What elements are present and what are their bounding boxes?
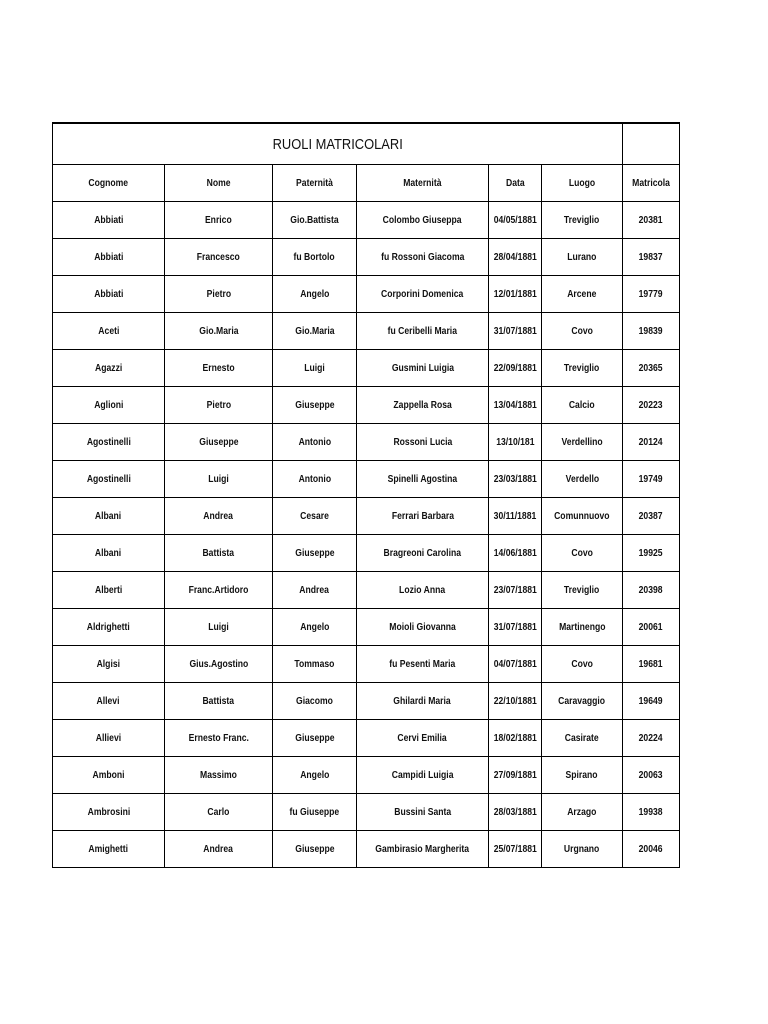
cell-data: 13/04/1881 bbox=[489, 387, 542, 424]
cell-luogo: Treviglio bbox=[542, 202, 623, 239]
cell-matricola: 20046 bbox=[623, 831, 680, 868]
cell-maternita: Cervi Emilia bbox=[357, 720, 489, 757]
cell-data: 14/06/1881 bbox=[489, 535, 542, 572]
cell-maternita: Spinelli Agostina bbox=[357, 461, 489, 498]
cell-maternita: Gambirasio Margherita bbox=[357, 831, 489, 868]
cell-maternita: Bragreoni Carolina bbox=[357, 535, 489, 572]
cell-nome: Andrea bbox=[165, 831, 273, 868]
cell-luogo: Urgnano bbox=[542, 831, 623, 868]
cell-nome: Andrea bbox=[165, 498, 273, 535]
cell-cognome: Agostinelli bbox=[53, 424, 165, 461]
cell-luogo: Comunnuovo bbox=[542, 498, 623, 535]
cell-data: 13/10/181 bbox=[489, 424, 542, 461]
column-header-data: Data bbox=[489, 165, 542, 202]
cell-cognome: Allievi bbox=[53, 720, 165, 757]
cell-data: 22/10/1881 bbox=[489, 683, 542, 720]
table-row bbox=[53, 276, 680, 313]
cell-nome: Ernesto Franc. bbox=[165, 720, 273, 757]
table-row bbox=[53, 387, 680, 424]
cell-maternita: Zappella Rosa bbox=[357, 387, 489, 424]
cell-cognome: Allevi bbox=[53, 683, 165, 720]
cell-data: 18/02/1881 bbox=[489, 720, 542, 757]
cell-data: 23/07/1881 bbox=[489, 572, 542, 609]
cell-cognome: Aldrighetti bbox=[53, 609, 165, 646]
cell-maternita: fu Rossoni Giacoma bbox=[357, 239, 489, 276]
cell-paternita: Luigi bbox=[273, 350, 357, 387]
cell-data: 28/03/1881 bbox=[489, 794, 542, 831]
cell-paternita: Angelo bbox=[273, 757, 357, 794]
cell-matricola: 20398 bbox=[623, 572, 680, 609]
cell-matricola: 20063 bbox=[623, 757, 680, 794]
cell-maternita: Ferrari Barbara bbox=[357, 498, 489, 535]
cell-cognome: Albani bbox=[53, 535, 165, 572]
cell-nome: Battista bbox=[165, 535, 273, 572]
table-row bbox=[53, 461, 680, 498]
cell-nome: Battista bbox=[165, 683, 273, 720]
cell-data: 27/09/1881 bbox=[489, 757, 542, 794]
table-row bbox=[53, 498, 680, 535]
cell-paternita: Antonio bbox=[273, 424, 357, 461]
cell-maternita: Lozio Anna bbox=[357, 572, 489, 609]
cell-paternita: Cesare bbox=[273, 498, 357, 535]
cell-cognome: Agazzi bbox=[53, 350, 165, 387]
cell-nome: Enrico bbox=[165, 202, 273, 239]
cell-matricola: 20387 bbox=[623, 498, 680, 535]
cell-nome: Giuseppe bbox=[165, 424, 273, 461]
cell-data: 28/04/1881 bbox=[489, 239, 542, 276]
title-empty-cell bbox=[623, 123, 680, 165]
cell-data: 30/11/1881 bbox=[489, 498, 542, 535]
cell-cognome: Amighetti bbox=[53, 831, 165, 868]
cell-cognome: Agostinelli bbox=[53, 461, 165, 498]
cell-paternita: Tommaso bbox=[273, 646, 357, 683]
cell-paternita: Andrea bbox=[273, 572, 357, 609]
table-row bbox=[53, 572, 680, 609]
cell-maternita: fu Pesenti Maria bbox=[357, 646, 489, 683]
register-table bbox=[52, 122, 680, 868]
cell-matricola: 20124 bbox=[623, 424, 680, 461]
cell-data: 12/01/1881 bbox=[489, 276, 542, 313]
cell-data: 04/05/1881 bbox=[489, 202, 542, 239]
cell-cognome: Abbiati bbox=[53, 202, 165, 239]
cell-matricola: 19839 bbox=[623, 313, 680, 350]
cell-nome: Gio.Maria bbox=[165, 313, 273, 350]
cell-nome: Gius.Agostino bbox=[165, 646, 273, 683]
cell-luogo: Covo bbox=[542, 646, 623, 683]
cell-matricola: 19681 bbox=[623, 646, 680, 683]
cell-paternita: fu Giuseppe bbox=[273, 794, 357, 831]
cell-maternita: Ghilardi Maria bbox=[357, 683, 489, 720]
table-row bbox=[53, 535, 680, 572]
table-row bbox=[53, 609, 680, 646]
cell-luogo: Lurano bbox=[542, 239, 623, 276]
table-row bbox=[53, 313, 680, 350]
cell-matricola: 19837 bbox=[623, 239, 680, 276]
cell-maternita: Corporini Domenica bbox=[357, 276, 489, 313]
table-row bbox=[53, 720, 680, 757]
cell-cognome: Amboni bbox=[53, 757, 165, 794]
cell-luogo: Spirano bbox=[542, 757, 623, 794]
cell-paternita: fu Bortolo bbox=[273, 239, 357, 276]
table-row bbox=[53, 239, 680, 276]
cell-matricola: 19779 bbox=[623, 276, 680, 313]
cell-cognome: Alberti bbox=[53, 572, 165, 609]
cell-cognome: Albani bbox=[53, 498, 165, 535]
title-row bbox=[53, 123, 680, 165]
cell-paternita: Antonio bbox=[273, 461, 357, 498]
cell-nome: Luigi bbox=[165, 461, 273, 498]
cell-maternita: Bussini Santa bbox=[357, 794, 489, 831]
column-header-luogo: Luogo bbox=[542, 165, 623, 202]
table-row bbox=[53, 202, 680, 239]
cell-nome: Carlo bbox=[165, 794, 273, 831]
column-header-nome: Nome bbox=[165, 165, 273, 202]
cell-nome: Franc.Artidoro bbox=[165, 572, 273, 609]
cell-matricola: 19649 bbox=[623, 683, 680, 720]
table-row bbox=[53, 831, 680, 868]
cell-cognome: Aglioni bbox=[53, 387, 165, 424]
cell-matricola: 20381 bbox=[623, 202, 680, 239]
cell-nome: Pietro bbox=[165, 276, 273, 313]
cell-luogo: Treviglio bbox=[542, 350, 623, 387]
column-header-cognome: Cognome bbox=[53, 165, 165, 202]
column-header-paternita: Paternità bbox=[273, 165, 357, 202]
column-header-matricola: Matricola bbox=[623, 165, 680, 202]
header-row bbox=[53, 165, 680, 202]
cell-matricola: 19749 bbox=[623, 461, 680, 498]
cell-matricola: 20061 bbox=[623, 609, 680, 646]
cell-cognome: Abbiati bbox=[53, 276, 165, 313]
register-sheet bbox=[52, 122, 679, 868]
cell-cognome: Aceti bbox=[53, 313, 165, 350]
cell-luogo: Calcio bbox=[542, 387, 623, 424]
table-title-cell bbox=[53, 123, 623, 165]
cell-nome: Pietro bbox=[165, 387, 273, 424]
cell-cognome: Abbiati bbox=[53, 239, 165, 276]
cell-luogo: Arcene bbox=[542, 276, 623, 313]
cell-nome: Ernesto bbox=[165, 350, 273, 387]
cell-data: 31/07/1881 bbox=[489, 313, 542, 350]
cell-nome: Francesco bbox=[165, 239, 273, 276]
table-row bbox=[53, 350, 680, 387]
table-title: RUOLI MATRICOLARI bbox=[272, 135, 403, 153]
cell-maternita: Rossoni Lucia bbox=[357, 424, 489, 461]
cell-nome: Luigi bbox=[165, 609, 273, 646]
cell-matricola: 20365 bbox=[623, 350, 680, 387]
cell-paternita: Giacomo bbox=[273, 683, 357, 720]
table-row bbox=[53, 424, 680, 461]
cell-paternita: Giuseppe bbox=[273, 720, 357, 757]
cell-paternita: Gio.Battista bbox=[273, 202, 357, 239]
cell-data: 23/03/1881 bbox=[489, 461, 542, 498]
cell-maternita: Gusmini Luigia bbox=[357, 350, 489, 387]
cell-paternita: Giuseppe bbox=[273, 831, 357, 868]
cell-matricola: 19938 bbox=[623, 794, 680, 831]
cell-luogo: Martinengo bbox=[542, 609, 623, 646]
table-row bbox=[53, 646, 680, 683]
column-header-maternita: Maternità bbox=[357, 165, 489, 202]
cell-luogo: Treviglio bbox=[542, 572, 623, 609]
table-row bbox=[53, 794, 680, 831]
cell-maternita: Moioli Giovanna bbox=[357, 609, 489, 646]
cell-paternita: Giuseppe bbox=[273, 387, 357, 424]
cell-paternita: Gio.Maria bbox=[273, 313, 357, 350]
cell-maternita: Campidi Luigia bbox=[357, 757, 489, 794]
cell-paternita: Angelo bbox=[273, 276, 357, 313]
cell-luogo: Covo bbox=[542, 535, 623, 572]
cell-cognome: Algisi bbox=[53, 646, 165, 683]
cell-luogo: Arzago bbox=[542, 794, 623, 831]
cell-data: 22/09/1881 bbox=[489, 350, 542, 387]
cell-matricola: 19925 bbox=[623, 535, 680, 572]
table-row bbox=[53, 757, 680, 794]
cell-maternita: Colombo Giuseppa bbox=[357, 202, 489, 239]
cell-luogo: Verdellino bbox=[542, 424, 623, 461]
cell-luogo: Verdello bbox=[542, 461, 623, 498]
cell-data: 25/07/1881 bbox=[489, 831, 542, 868]
cell-data: 04/07/1881 bbox=[489, 646, 542, 683]
cell-matricola: 20223 bbox=[623, 387, 680, 424]
cell-luogo: Caravaggio bbox=[542, 683, 623, 720]
cell-luogo: Covo bbox=[542, 313, 623, 350]
cell-cognome: Ambrosini bbox=[53, 794, 165, 831]
cell-data: 31/07/1881 bbox=[489, 609, 542, 646]
table-row bbox=[53, 683, 680, 720]
cell-nome: Massimo bbox=[165, 757, 273, 794]
cell-matricola: 20224 bbox=[623, 720, 680, 757]
cell-paternita: Giuseppe bbox=[273, 535, 357, 572]
cell-paternita: Angelo bbox=[273, 609, 357, 646]
cell-luogo: Casirate bbox=[542, 720, 623, 757]
cell-maternita: fu Ceribelli Maria bbox=[357, 313, 489, 350]
